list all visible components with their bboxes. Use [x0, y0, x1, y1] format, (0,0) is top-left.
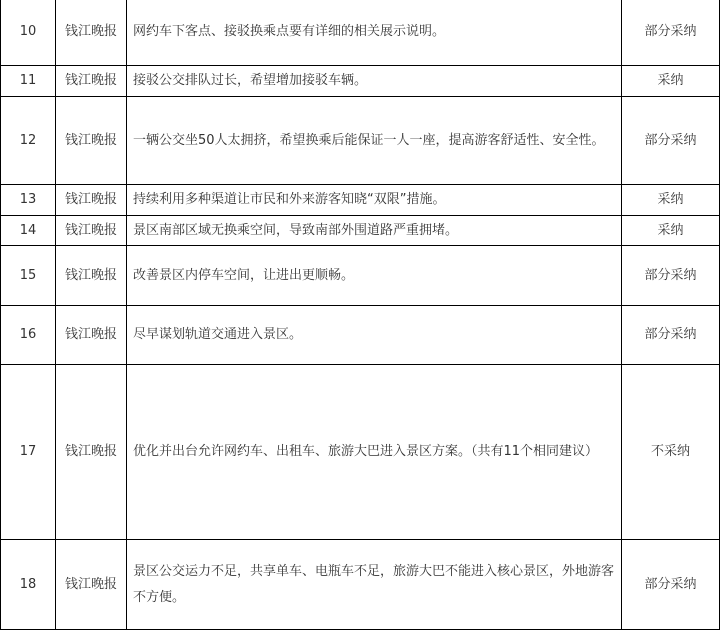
table-row: [1, 97, 720, 185]
row-status: 采纳: [622, 185, 720, 216]
row-source: 钱江晚报: [56, 246, 127, 306]
row-suggestion: 改善景区内停车空间，让进出更顺畅。: [127, 246, 622, 306]
row-source: 钱江晚报: [56, 0, 127, 66]
row-source: 钱江晚报: [56, 185, 127, 216]
table-row: [1, 246, 720, 306]
row-status: 部分采纳: [622, 246, 720, 306]
row-status: 采纳: [622, 66, 720, 97]
row-suggestion: 一辆公交坐50人太拥挤，希望换乘后能保证一人一座，提高游客舒适性、安全性。: [127, 97, 622, 185]
row-suggestion: 景区公交运力不足，共享单车、电瓶车不足，旅游大巴不能进入核心景区，外地游客不方便。: [127, 540, 622, 630]
row-number: 16: [1, 306, 56, 365]
table-row: [1, 66, 720, 97]
row-status: 部分采纳: [622, 306, 720, 365]
row-number: 11: [1, 66, 56, 97]
row-source: 钱江晚报: [56, 97, 127, 185]
row-source: 钱江晚报: [56, 66, 127, 97]
row-status: 部分采纳: [622, 540, 720, 630]
row-source: 钱江晚报: [56, 306, 127, 365]
row-suggestion: 网约车下客点、接驳换乘点要有详细的相关展示说明。: [127, 0, 622, 66]
row-number: 15: [1, 246, 56, 306]
table-row: [1, 540, 720, 630]
table-row: [1, 0, 720, 66]
row-number: 14: [1, 216, 56, 246]
row-status: 部分采纳: [622, 0, 720, 66]
table-row: [1, 185, 720, 216]
row-suggestion: 景区南部区域无换乘空间，导致南部外围道路严重拥堵。: [127, 216, 622, 246]
row-source: 钱江晚报: [56, 216, 127, 246]
table-row: [1, 216, 720, 246]
table-row: [1, 306, 720, 365]
row-suggestion: 尽早谋划轨道交通进入景区。: [127, 306, 622, 365]
row-source: 钱江晚报: [56, 540, 127, 630]
row-status: 不采纳: [622, 365, 720, 540]
row-number: 12: [1, 97, 56, 185]
row-number: 13: [1, 185, 56, 216]
row-suggestion: 优化并出台允许网约车、出租车、旅游大巴进入景区方案。（共有11个相同建议）: [127, 365, 622, 540]
row-suggestion: 接驳公交排队过长，希望增加接驳车辆。: [127, 66, 622, 97]
row-number: 18: [1, 540, 56, 630]
table-row: [1, 365, 720, 540]
row-number: 10: [1, 0, 56, 66]
row-source: 钱江晚报: [56, 365, 127, 540]
row-number: 17: [1, 365, 56, 540]
row-status: 部分采纳: [622, 97, 720, 185]
row-suggestion: 持续利用多种渠道让市民和外来游客知晓“双限”措施。: [127, 185, 622, 216]
row-status: 采纳: [622, 216, 720, 246]
